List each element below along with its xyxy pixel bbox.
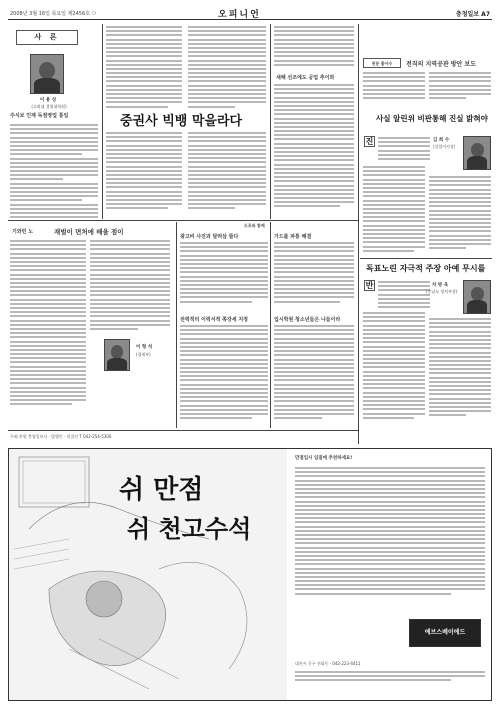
section-title: 오피니언 <box>218 10 261 20</box>
col3-body-top <box>274 26 354 68</box>
lower-col2-body2 <box>180 325 268 421</box>
right-body-1 <box>363 72 425 101</box>
right-lower-person-title: (충남도 정치부장) <box>426 289 458 294</box>
right-lower-body-1 <box>378 281 430 310</box>
advertisement <box>8 448 492 701</box>
right-person-title: (상업이사장) <box>433 144 456 149</box>
ad-illustration <box>9 449 287 700</box>
lower-col3-body1 <box>274 242 354 305</box>
lower-col1-body <box>10 240 86 408</box>
right-body-4 <box>363 166 425 254</box>
ad-side-title: 만점입시 입질에 추천하세요! <box>295 456 353 461</box>
right-headline-top: 전직의 지역공관 방안 보도 <box>406 61 477 68</box>
right-lower-photo <box>463 280 491 314</box>
lower-col3-head1: 가드를 파통 해결 <box>274 234 312 240</box>
columnist-title: (고려대 경영대학원) <box>31 104 67 109</box>
right-lower-person: 차 방 욱 <box>432 283 449 288</box>
editorial-label: 사 론 <box>34 33 60 41</box>
col2-headline: 중권사 빅뱅 막을라다 <box>120 114 243 129</box>
col2-body-top <box>106 26 182 110</box>
lower-col1-title: 재벌이 면처에 배울 점이 <box>54 228 124 236</box>
right-dropcap: 진 <box>365 137 374 146</box>
footer-info: 주최·후원 충청일보사 · 발행인 · 편집인 T 042-254-5300 <box>10 434 112 439</box>
right-lower-headline: 독표노린 자극적 주장 아예 무시를 <box>366 263 486 273</box>
lower-col2-head2: 전력적리 이력서적 쪽강세 지정 <box>180 317 249 323</box>
lower-col1-person-title: (경제부) <box>136 352 151 357</box>
newspaper-page <box>8 6 492 701</box>
col2-body-bottom <box>106 132 182 212</box>
lower-col1-person: 이 형 석 <box>136 345 153 350</box>
ad-contact-lines <box>295 671 485 684</box>
paper-name: 충청일보 A7 <box>455 11 490 18</box>
columnist-photo <box>30 54 64 94</box>
editorial-box <box>16 30 78 45</box>
col2-body-bottom-b <box>188 132 266 212</box>
lower-col2-banner: 도포와 함께 <box>244 223 265 228</box>
col3-body-bottom <box>274 84 354 210</box>
lower-col3-head2: 입시학원 청소년들은 나들이라 <box>274 317 341 323</box>
lower-col1-body-b <box>90 240 170 332</box>
right-lower-body-3 <box>429 318 491 419</box>
right-main-headline: 사실 알린위 비판통해 진실 밝혀야 <box>376 114 488 123</box>
col2-body-top-b <box>188 26 266 110</box>
masthead <box>8 6 492 20</box>
lower-col2-head1: 광고비 사진과 달려삼 뜰다 <box>180 234 239 240</box>
right-tag: 전문 좋아수 <box>363 58 401 68</box>
lower-col3-body2 <box>274 325 354 421</box>
ad-logo: 에브스베이에드 <box>409 619 481 647</box>
ad-calligraphy-2: 쉬 천고수석 <box>127 514 252 543</box>
col3-subhead: 새해 선조에도 공업 추이와 <box>276 75 335 81</box>
right-body-5 <box>429 176 491 251</box>
right-person-name: 김 희 수 <box>433 138 450 143</box>
right-person-photo <box>463 136 491 170</box>
lower-col1-head: 기와런 노 <box>12 229 34 235</box>
right-lower-dropcap: 반 <box>365 281 374 290</box>
right-lower-body-2 <box>363 312 425 421</box>
right-body-2 <box>429 72 491 101</box>
ad-contact: 대전시 중구 선화동 · 042-223-4411 <box>295 661 361 666</box>
editorial-body <box>10 124 98 220</box>
issue-date: 2008년 3월 16일 목요일 제2456호 ㅁ <box>10 11 97 17</box>
right-body-3 <box>378 137 430 162</box>
columnist-name: 이 용 성 <box>39 98 57 103</box>
ad-side-body <box>295 467 485 597</box>
ad-text-panel <box>289 449 491 700</box>
lower-col1-photo <box>104 339 130 371</box>
lower-col2-body1 <box>180 242 268 305</box>
editorial-subhead: 주식보 인재 독점영업 통일 <box>10 113 69 119</box>
ad-calligraphy-1: 쉬 만점 <box>119 475 204 505</box>
